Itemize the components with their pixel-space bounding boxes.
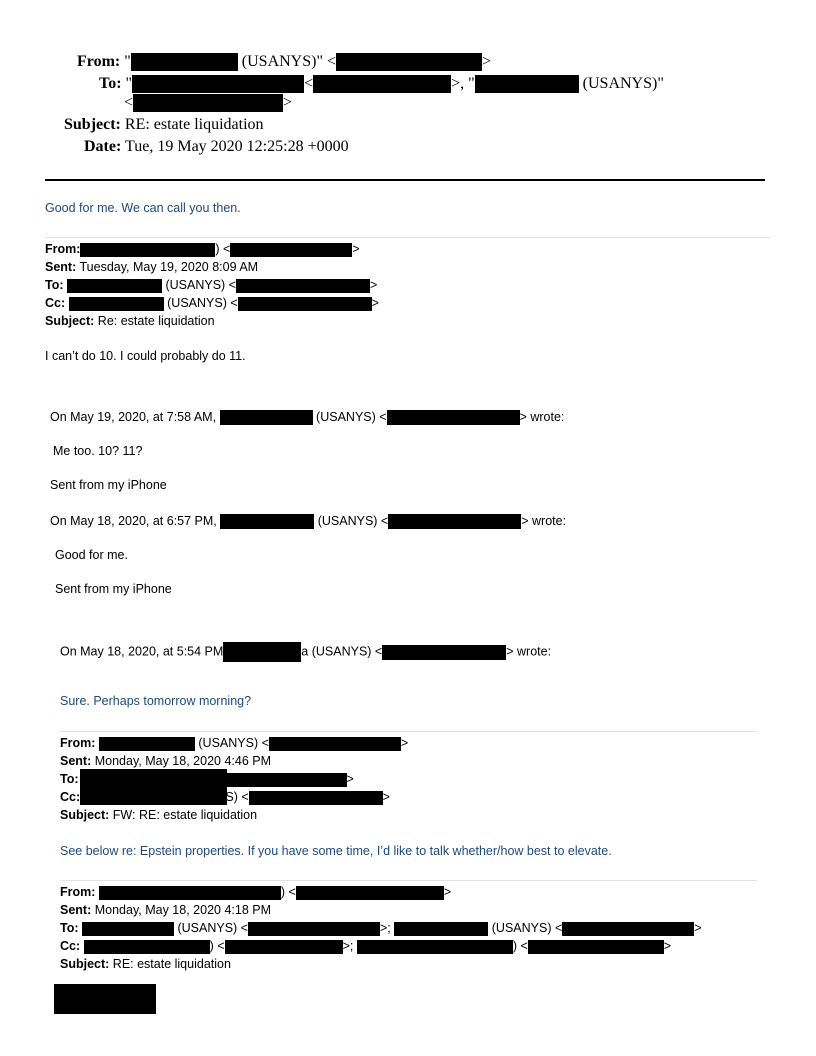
quote2-body: Good for me.: [55, 548, 128, 562]
redaction: [69, 297, 164, 311]
separator: [60, 731, 757, 732]
quote2-intro: On May 18, 2020, at 6:57 PM, (USANYS) < > wrote:: [50, 514, 567, 528]
msg3-sent-row: Sent: Monday, May 18, 2020 4:46 PM: [60, 754, 271, 768]
redaction: [528, 940, 664, 954]
msg2-to-row: To: (USANYS) < >: [45, 278, 378, 292]
quote1-signature: Sent from my iPhone: [50, 478, 167, 492]
msg4-sent-row: Sent: Monday, May 18, 2020 4:18 PM: [60, 903, 271, 917]
redaction: [54, 984, 156, 1014]
quote2-signature: Sent from my iPhone: [55, 582, 172, 596]
redaction: [225, 940, 343, 954]
redaction: [132, 75, 304, 93]
separator: [60, 880, 757, 881]
msg2-body: I can’t do 10. I could probably do 11.: [45, 349, 246, 363]
header-to-label: To:: [99, 75, 122, 92]
header-subject-value: RE: estate liquidation: [124, 116, 264, 133]
quote1-intro: On May 19, 2020, at 7:58 AM, (USANYS) < > wrote:: [50, 410, 565, 424]
redaction: [269, 737, 401, 751]
header-divider: [45, 179, 765, 181]
msg4-from-row: From: ) < >: [60, 885, 452, 899]
redaction: [296, 886, 444, 900]
header-date-value: Tue, 19 May 2020 12:25:28 +0000: [125, 138, 349, 155]
redaction: [99, 737, 195, 751]
redaction: [220, 514, 314, 529]
redaction: [249, 791, 383, 805]
msg4-subject-row: Subject: RE: estate liquidation: [60, 957, 231, 971]
quote1-body: Me too. 10? 11?: [53, 444, 143, 458]
header-subject-row: [64, 116, 264, 134]
redaction: [230, 243, 352, 257]
redaction: [133, 94, 283, 112]
redaction: [84, 940, 210, 954]
msg4-cc-row: Cc: ) < >; ) < >: [60, 939, 672, 953]
reply-body: Good for me. We can call you then.: [45, 201, 241, 215]
header-from-label: From:: [77, 53, 121, 70]
quote3-intro: On May 18, 2020, at 5:54 PM a (USANYS) < > wrote:: [60, 642, 551, 662]
msg4-to-row: To: (USANYS) < >; (USANYS) < >: [60, 921, 702, 935]
redaction: [223, 642, 301, 662]
redaction: [388, 514, 521, 529]
redaction: [67, 279, 162, 293]
redaction: [131, 53, 238, 71]
redaction: [220, 410, 313, 425]
header-to-row-cont: < >: [124, 94, 293, 111]
redaction: [313, 75, 451, 93]
redaction: [236, 279, 370, 293]
redaction: [248, 922, 380, 936]
redaction: [475, 75, 579, 93]
msg2-cc-row: Cc: (USANYS) < >: [45, 296, 379, 310]
separator: [45, 237, 770, 238]
msg2-sent-row: Sent: Tuesday, May 19, 2020 8:09 AM: [45, 260, 259, 274]
quote3-body: Sure. Perhaps tomorrow morning?: [60, 694, 252, 708]
redaction: [227, 773, 347, 787]
header-from-row: From: " (USANYS)" < >: [77, 53, 492, 70]
redaction: [562, 922, 694, 936]
redaction: [357, 940, 513, 954]
msg3-body: See below re: Epstein properties. If you have some time, I’d like to talk whether/how best to elevate.: [60, 844, 612, 858]
msg2-subject-row: Subject: Re: estate liquidation: [45, 314, 215, 328]
redaction: [238, 297, 372, 311]
header-subject-label: Subject:: [64, 116, 121, 133]
header-date-label: Date:: [84, 138, 122, 155]
msg3-cc-row: Cc: (USANYS) < >: [60, 790, 390, 804]
msg2-from-row: From: ) < >: [45, 242, 360, 256]
redaction: [382, 645, 506, 660]
redaction: [387, 410, 520, 425]
redaction: [99, 886, 281, 900]
header-to-row: To: " < >, " (USANYS)": [99, 75, 664, 92]
msg3-subject-row: Subject: FW: RE: estate liquidation: [60, 808, 258, 822]
msg3-to-row: To: >: [60, 772, 354, 786]
header-date-row: [84, 138, 349, 156]
redaction: [80, 243, 215, 257]
redaction: [336, 53, 482, 71]
redaction: [394, 922, 488, 936]
redaction: [82, 922, 174, 936]
msg3-from-row: From: (USANYS) < >: [60, 736, 409, 750]
